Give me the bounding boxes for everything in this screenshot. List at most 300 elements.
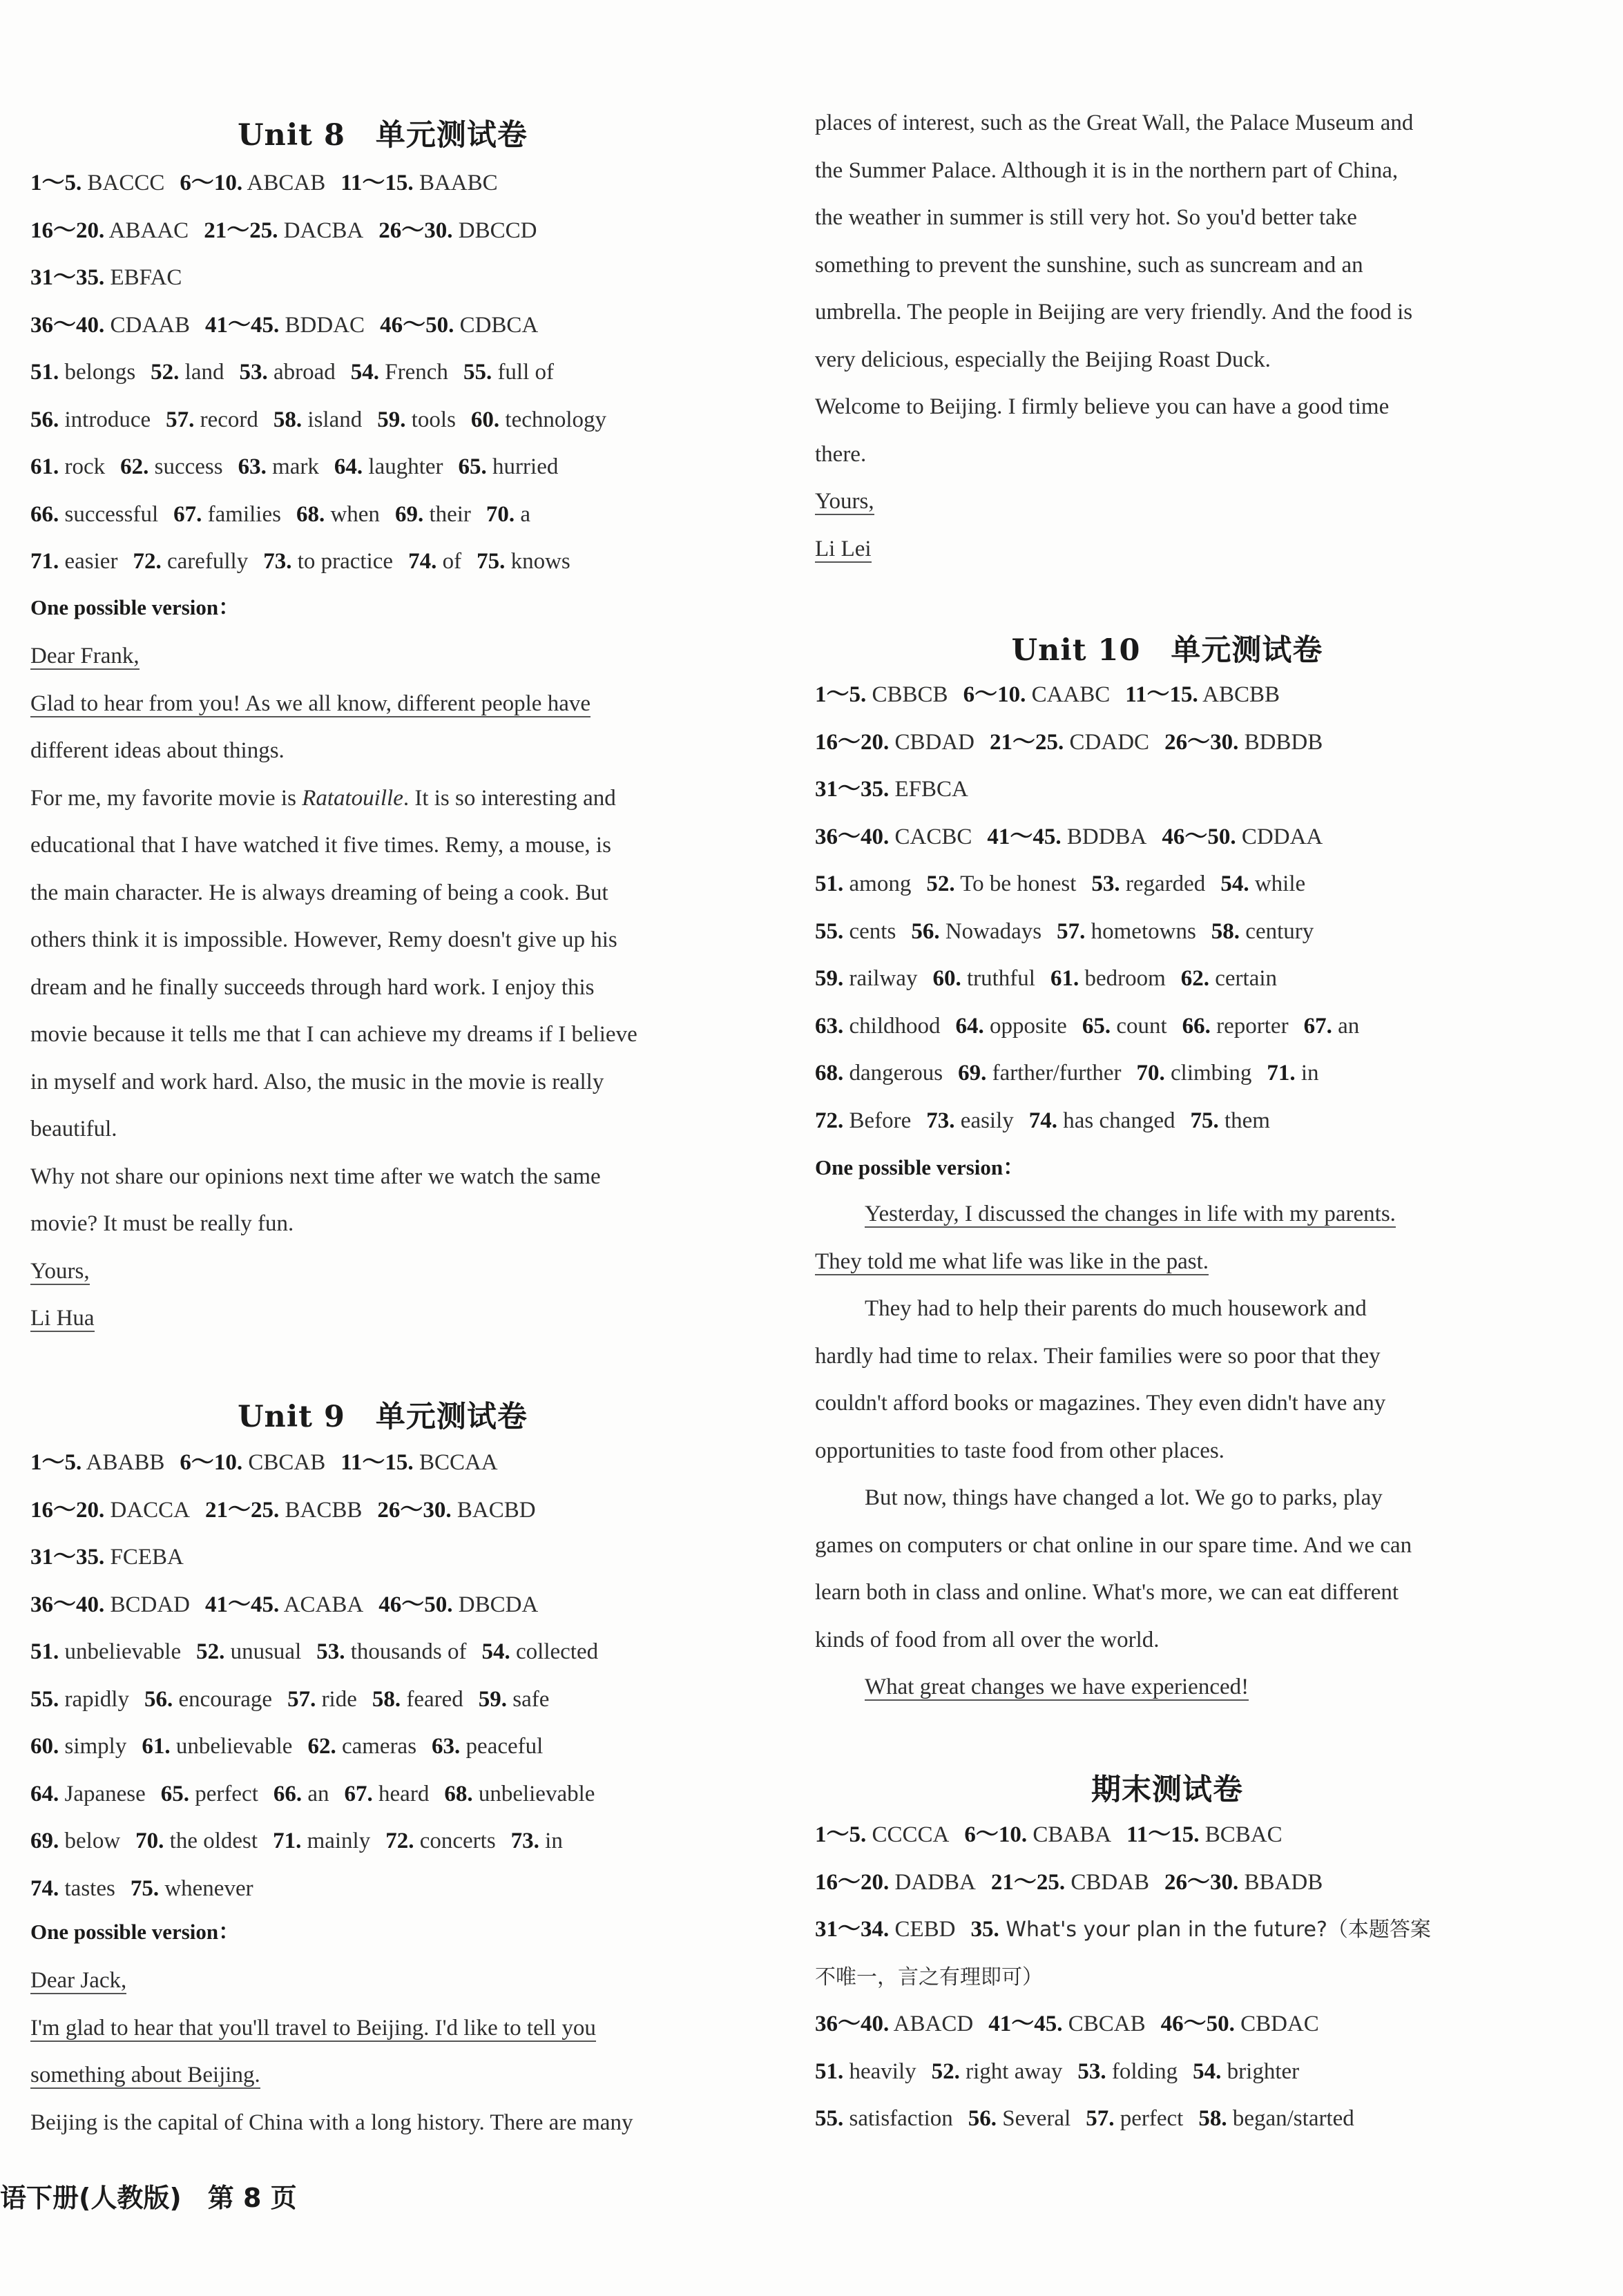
unit8-essay-line: For me, my favorite movie is Ratatouille. It is so interesting and xyxy=(30,785,616,811)
final-answer-row xyxy=(815,2105,1354,2132)
question-number: 41～45. xyxy=(205,1592,280,1617)
unit10-answer-row xyxy=(815,870,1305,898)
final-answer-row xyxy=(815,1963,1043,1991)
answer-text: knows xyxy=(505,549,570,574)
unit8-essay-line: Li Hua xyxy=(30,1306,95,1331)
answer-text: Several xyxy=(997,2106,1071,2131)
question-number: 54. xyxy=(481,1639,510,1664)
question-number: 36～40. xyxy=(815,824,890,849)
question-number: 16～20. xyxy=(815,1869,890,1895)
question-number: 68. xyxy=(296,501,325,527)
question-number: 66. xyxy=(273,1781,302,1806)
unit9-answer-row xyxy=(30,1638,598,1666)
question-number: 60. xyxy=(932,966,961,991)
unit8-essay-line: dream and he finally succeeds through hard work. I enjoy this xyxy=(30,974,595,1000)
answer-text: tools xyxy=(405,407,456,432)
answer-text: easier xyxy=(59,549,118,574)
unit9-essay-cont-line: places of interest, such as the Great Wall, the Palace Museum and xyxy=(815,110,1414,135)
answer-text: has changed xyxy=(1057,1108,1175,1133)
answer-text: abroad xyxy=(267,360,336,385)
answer-text: right away xyxy=(959,2058,1063,2084)
question-number: 71. xyxy=(1267,1061,1296,1086)
answer-text: safe xyxy=(507,1686,550,1712)
answer-text: French xyxy=(379,360,448,385)
answer-text: DADBA xyxy=(889,1869,976,1895)
unit10-essay-line: hardly had time to relax. Their families were so poor that they xyxy=(815,1343,1381,1369)
unit10-essay-line: couldn't afford books or magazines. They even didn't have any xyxy=(815,1391,1386,1416)
unit10-essay-line: learn both in class and online. What's more, we can eat different xyxy=(815,1580,1399,1605)
question-number: 69. xyxy=(30,1829,59,1853)
answer-text: CAABC xyxy=(1026,682,1111,707)
answer-text: CBABA xyxy=(1027,1822,1112,1847)
question-number: 56. xyxy=(144,1686,173,1712)
answer-text: mainly xyxy=(301,1829,371,1853)
question-number: 60. xyxy=(470,407,500,432)
answer-text: while xyxy=(1249,871,1306,896)
unit10-answer-row xyxy=(815,1012,1359,1040)
page-footer: 语下册(人教版) 第 8 页 xyxy=(0,2183,297,2213)
answer-text: ABAAC xyxy=(104,218,189,243)
answer-text: began/started xyxy=(1227,2106,1354,2131)
unit10-answer-row xyxy=(815,775,968,803)
question-number: 46～50. xyxy=(380,312,454,338)
unit9-essay-cont-line: Yours, xyxy=(815,489,874,514)
question-number: 58. xyxy=(273,407,302,432)
answer-text: unbelievable xyxy=(472,1781,595,1806)
answer-text: families xyxy=(202,501,281,527)
answer-text: hurried xyxy=(486,454,559,479)
question-number: 68. xyxy=(815,1061,844,1086)
unit10-essay-line: games on computers or chat online in our spare time. And we can xyxy=(815,1532,1412,1558)
question-number: 55. xyxy=(30,1686,59,1712)
question-number: 11～15. xyxy=(1126,1822,1200,1847)
answer-text: BBADB xyxy=(1238,1869,1323,1895)
question-number: 64. xyxy=(955,1013,984,1039)
unit8-answer-row xyxy=(30,501,530,528)
answer-text: CBBCB xyxy=(866,682,948,707)
question-number: 53. xyxy=(239,360,268,385)
question-number: 46～50. xyxy=(1160,2012,1235,2036)
unit8-essay-line: educational that I have watched it five times. Remy, a mouse, is xyxy=(30,833,611,858)
question-number: 51. xyxy=(30,1639,59,1664)
unit10-answer-row xyxy=(815,1059,1319,1087)
answer-text: BAABC xyxy=(413,171,498,195)
answer-text: satisfaction xyxy=(843,2106,953,2131)
answer-text: unbelievable xyxy=(170,1734,293,1759)
question-number: 71. xyxy=(30,549,59,574)
question-number: 21～25. xyxy=(204,218,278,243)
answer-text: in xyxy=(1295,1061,1319,1086)
answer-text: climbing xyxy=(1164,1061,1252,1086)
unit8-answer-row xyxy=(30,358,554,386)
question-number: 70. xyxy=(135,1829,164,1853)
question-number: 61. xyxy=(1050,966,1079,991)
unit8-essay-line: beautiful. xyxy=(30,1117,117,1141)
answer-text: record xyxy=(194,407,258,432)
question-number: 73. xyxy=(926,1108,955,1133)
answer-text: encourage xyxy=(173,1686,273,1712)
question-number: 55. xyxy=(815,918,844,944)
question-number: 11～15. xyxy=(1125,682,1198,707)
question-number: 56. xyxy=(911,918,940,944)
question-number: 67. xyxy=(344,1781,373,1806)
answer-text: reporter xyxy=(1210,1013,1289,1039)
question-number: 36～40. xyxy=(815,2012,890,2036)
answer-text: a xyxy=(515,501,531,527)
answer-text: BACBD xyxy=(451,1497,536,1523)
answer-text: 不唯一，言之有理即可） xyxy=(815,1965,1043,1989)
unit10-essay-line: But now, things have changed a lot. We go to parks, play xyxy=(865,1485,1383,1510)
answer-text: an xyxy=(1332,1013,1360,1039)
answer-text: when xyxy=(325,501,380,527)
unit10-answer-row xyxy=(815,965,1277,992)
unit10-answer-row xyxy=(815,1107,1270,1135)
unit10-essay-line: kinds of food from all over the world. xyxy=(815,1627,1160,1652)
answer-text: feared xyxy=(401,1686,463,1712)
question-number: 53. xyxy=(1091,871,1120,896)
question-number: 51. xyxy=(815,2058,844,2084)
answer-text: FCEBA xyxy=(104,1545,184,1570)
question-number: 21～25. xyxy=(990,729,1064,755)
question-number: 54. xyxy=(1220,871,1249,896)
unit10-answer-row xyxy=(815,729,1323,756)
question-number: 65. xyxy=(160,1781,190,1806)
unit9-essay-line: Dear Jack, xyxy=(30,1968,127,1993)
unit10-essay-line: What great changes we have experienced! xyxy=(865,1675,1249,1699)
question-number: 55. xyxy=(463,360,492,385)
answer-text: rock xyxy=(59,454,106,479)
answer-text: CBDAC xyxy=(1234,2012,1319,2036)
question-number: 26～30. xyxy=(1164,1869,1239,1895)
question-number: 73. xyxy=(263,549,292,574)
question-number: 53. xyxy=(1077,2058,1106,2084)
answer-text: technology xyxy=(499,407,607,432)
question-number: 54. xyxy=(350,360,380,385)
unit10-heading: Unit 10 单元测试卷 xyxy=(1011,633,1323,668)
answer-text: concerts xyxy=(414,1829,496,1853)
answer-text: full of xyxy=(492,360,555,385)
question-number: 16～20. xyxy=(30,1497,105,1523)
question-number: 66. xyxy=(30,501,59,527)
answer-text: ride xyxy=(316,1686,357,1712)
answer-text: Japanese xyxy=(59,1781,146,1806)
unit9-essay-cont-line: the weather in summer is still very hot. So you'd better take xyxy=(815,205,1357,230)
unit10-version-label: One possible version： xyxy=(815,1155,1025,1179)
unit9-essay-cont-line: very delicious, especially the Beijing Roast Duck. xyxy=(815,347,1271,372)
unit8-answer-row xyxy=(30,169,498,197)
answer-text: simply xyxy=(59,1734,127,1759)
question-number: 67. xyxy=(1303,1013,1332,1039)
unit8-essay-line: in myself and work hard. Also, the music in the movie is really xyxy=(30,1069,604,1094)
answer-text: whenever xyxy=(159,1875,253,1901)
unit9-answer-row xyxy=(30,1449,498,1476)
question-number: 1～5. xyxy=(30,171,82,195)
answer-text: EFBCA xyxy=(889,777,968,802)
question-number: 56. xyxy=(968,2106,997,2131)
answer-text: tastes xyxy=(59,1875,115,1901)
answer-text: heard xyxy=(372,1781,430,1806)
answer-text: bedroom xyxy=(1079,966,1166,991)
question-number: 63. xyxy=(238,454,267,479)
question-number: 31～35. xyxy=(30,265,105,290)
answer-text: thousands of xyxy=(345,1639,467,1664)
question-number: 21～25. xyxy=(205,1497,280,1523)
final-answer-row xyxy=(815,2058,1299,2085)
question-number: 41～45. xyxy=(988,2012,1063,2036)
question-number: 51. xyxy=(815,871,844,896)
unit8-answer-row xyxy=(30,548,570,575)
answer-text: of xyxy=(436,549,462,574)
question-number: 57. xyxy=(1086,2106,1115,2131)
question-number: 6～10. xyxy=(964,1822,1028,1847)
question-number: 62. xyxy=(120,454,149,479)
question-number: 31～35. xyxy=(815,777,890,802)
question-number: 35. xyxy=(970,1917,999,1942)
unit9-essay-line: I'm glad to hear that you'll travel to Beijing. I'd like to tell you xyxy=(30,2015,596,2041)
question-number: 65. xyxy=(458,454,487,479)
question-number: 54. xyxy=(1193,2058,1222,2084)
unit9-answer-row xyxy=(30,1496,536,1524)
answer-text: perfect xyxy=(189,1781,258,1806)
unit8-essay-line: Dear Frank, xyxy=(30,644,140,668)
question-number: 36～40. xyxy=(30,1592,105,1617)
question-number: 58. xyxy=(1198,2106,1227,2131)
unit8-answer-row xyxy=(30,217,537,244)
question-number: 72. xyxy=(133,549,162,574)
answer-text: ABABB xyxy=(81,1450,165,1475)
answer-text: DBCDA xyxy=(452,1592,539,1617)
unit9-essay-cont-line: there. xyxy=(815,441,867,467)
question-number: 52. xyxy=(151,360,180,385)
question-number: 62. xyxy=(1180,966,1209,991)
question-number: 75. xyxy=(130,1875,160,1901)
answer-text: railway xyxy=(843,966,918,991)
answer-text: opposite xyxy=(983,1013,1067,1039)
unit9-answer-row xyxy=(30,1543,184,1571)
question-number: 6～10. xyxy=(180,171,243,195)
question-number: 63. xyxy=(432,1734,461,1759)
answer-text: land xyxy=(179,360,224,385)
question-number: 64. xyxy=(334,454,363,479)
question-number: 61. xyxy=(30,454,59,479)
question-number: 59. xyxy=(815,966,844,991)
unit9-answer-row xyxy=(30,1780,595,1808)
unit10-answer-row xyxy=(815,681,1280,708)
answer-text: cents xyxy=(843,918,896,944)
unit9-answer-row xyxy=(30,1827,563,1855)
answer-text: EBFAC xyxy=(104,265,182,290)
answer-text: ABCAB xyxy=(242,171,326,195)
answer-text: unusual xyxy=(224,1639,302,1664)
answer-text: mark xyxy=(266,454,319,479)
question-number: 11～15. xyxy=(340,1450,414,1475)
answer-text: them xyxy=(1218,1108,1270,1133)
question-number: 72. xyxy=(815,1108,844,1133)
unit8-essay-line: others think it is impossible. However, Remy doesn't give up his xyxy=(30,927,617,952)
unit8-essay-line: movie because it tells me that I can achieve my dreams if I believe xyxy=(30,1022,637,1047)
question-number: 64. xyxy=(30,1781,59,1806)
answer-text: successful xyxy=(59,501,159,527)
answer-text: CCCCA xyxy=(866,1822,950,1847)
answer-text: CBCAB xyxy=(242,1450,326,1475)
unit9-heading: Unit 9 单元测试卷 xyxy=(238,1400,528,1434)
question-number: 57. xyxy=(1057,918,1086,944)
answer-text: collected xyxy=(510,1639,599,1664)
question-number: 56. xyxy=(30,407,59,432)
question-number: 60. xyxy=(30,1734,59,1759)
answer-text: To be honest xyxy=(954,871,1077,896)
question-number: 6～10. xyxy=(963,682,1026,707)
question-number: 31～34. xyxy=(815,1917,890,1942)
answer-text: unbelievable xyxy=(59,1639,182,1664)
unit8-essay-line: the main character. He is always dreaming of being a cook. But xyxy=(30,880,608,905)
answer-text: BACBB xyxy=(279,1497,363,1523)
question-number: 75. xyxy=(477,549,506,574)
unit8-essay-line: Glad to hear from you! As we all know, different people have xyxy=(30,691,590,716)
unit9-answer-row xyxy=(30,1875,253,1902)
answer-text: to practice xyxy=(291,549,394,574)
final-answer-row xyxy=(815,1916,1431,1944)
answer-text: CDAAB xyxy=(104,312,191,338)
unit8-answer-row xyxy=(30,453,558,481)
question-number: 36～40. xyxy=(30,312,105,338)
question-number: 41～45. xyxy=(987,824,1062,849)
question-number: 67. xyxy=(173,501,202,527)
question-number: 26～30. xyxy=(378,218,453,243)
answer-text: truthful xyxy=(961,966,1035,991)
question-number: 65. xyxy=(1082,1013,1111,1039)
final-answer-row xyxy=(815,1821,1283,1849)
answer-text: their xyxy=(423,501,471,527)
final-test-heading: 期末测试卷 xyxy=(1091,1773,1243,1807)
question-number: 6～10. xyxy=(180,1450,243,1475)
answer-text: Nowadays xyxy=(939,918,1042,944)
unit8-version-label: One possible version： xyxy=(30,595,240,619)
answer-text: brighter xyxy=(1221,2058,1300,2084)
answer-text: laughter xyxy=(363,454,443,479)
answer-text: BDDAC xyxy=(279,312,365,338)
answer-text: heavily xyxy=(843,2058,916,2084)
unit9-essay-cont-line: Welcome to Beijing. I firmly believe you can have a good time xyxy=(815,394,1390,419)
answer-text: BACCC xyxy=(81,171,165,195)
unit8-heading: Unit 8 单元测试卷 xyxy=(238,118,528,153)
unit9-essay-cont-line: the Summer Palace. Although it is in the northern part of China, xyxy=(815,157,1399,183)
question-number: 58. xyxy=(372,1686,401,1712)
answer-text: among xyxy=(843,871,912,896)
question-number: 41～45. xyxy=(205,312,280,338)
question-number: 31～35. xyxy=(30,1545,105,1570)
question-number: 68. xyxy=(444,1781,473,1806)
answer-text: certain xyxy=(1209,966,1278,991)
final-answer-row xyxy=(815,2010,1319,2038)
answer-text: peaceful xyxy=(460,1734,544,1759)
question-number: 74. xyxy=(1028,1108,1058,1133)
answer-text: count xyxy=(1111,1013,1167,1039)
question-number: 11～15. xyxy=(340,171,414,195)
question-number: 63. xyxy=(815,1013,844,1039)
question-number: 73. xyxy=(510,1829,539,1853)
answer-text: CBCAB xyxy=(1062,2012,1146,2036)
question-number: 62. xyxy=(307,1734,336,1759)
question-number: 75. xyxy=(1190,1108,1219,1133)
question-number: 55. xyxy=(815,2106,844,2131)
answer-text: Before xyxy=(843,1108,912,1133)
answer-text: What's your plan in the future?（本题答案 xyxy=(999,1918,1431,1942)
answer-text: cameras xyxy=(336,1734,417,1759)
question-number: 71. xyxy=(273,1829,302,1853)
question-number: 26～30. xyxy=(377,1497,452,1523)
question-number: 53. xyxy=(316,1639,345,1664)
answer-text: childhood xyxy=(843,1013,941,1039)
answer-text: CACBC xyxy=(889,824,972,849)
question-number: 59. xyxy=(377,407,406,432)
answer-text: BCDAD xyxy=(104,1592,191,1617)
answer-text: folding xyxy=(1106,2058,1178,2084)
unit10-essay-line: They told me what life was like in the past. xyxy=(815,1248,1209,1274)
question-number: 61. xyxy=(142,1734,171,1759)
question-number: 21～25. xyxy=(990,1869,1066,1895)
answer-text: century xyxy=(1240,918,1314,944)
answer-text: CBDAB xyxy=(1065,1869,1150,1895)
question-number: 66. xyxy=(1182,1013,1211,1039)
answer-text: CDADC xyxy=(1064,729,1150,755)
unit8-answer-row xyxy=(30,311,538,339)
answer-text: in xyxy=(539,1829,563,1853)
question-number: 58. xyxy=(1211,918,1240,944)
question-number: 72. xyxy=(385,1829,414,1853)
unit8-essay-line: different ideas about things. xyxy=(30,738,285,763)
answer-text: an xyxy=(302,1781,329,1806)
unit9-answer-row xyxy=(30,1733,543,1760)
unit9-essay-line: something about Beijing. xyxy=(30,2063,260,2087)
question-number: 57. xyxy=(287,1686,316,1712)
unit9-answer-row xyxy=(30,1686,549,1713)
unit8-essay-line: Yours, xyxy=(30,1258,90,1284)
answer-text: CEBD xyxy=(889,1917,956,1942)
unit10-essay-line: opportunities to taste food from other places. xyxy=(815,1438,1225,1463)
unit9-essay-cont-line: Li Lei xyxy=(815,536,872,561)
answer-text: DACCA xyxy=(104,1497,191,1523)
unit8-essay-line: movie? It must be really fun. xyxy=(30,1211,294,1236)
answer-text: DACBA xyxy=(278,218,364,243)
question-number: 26～30. xyxy=(1164,729,1239,755)
question-number: 46～50. xyxy=(1162,824,1236,849)
unit8-essay-line: Why not share our opinions next time after we watch the same xyxy=(30,1164,601,1189)
answer-text: BCCAA xyxy=(413,1450,498,1475)
answer-text: perfect xyxy=(1114,2106,1184,2131)
answer-text: BDBDB xyxy=(1238,729,1323,755)
answer-text: farther/further xyxy=(986,1061,1122,1086)
question-number: 69. xyxy=(958,1061,987,1086)
unit8-answer-row xyxy=(30,406,606,434)
question-number: 1～5. xyxy=(815,1822,867,1847)
answer-text: the oldest xyxy=(164,1829,258,1853)
answer-text: introduce xyxy=(59,407,151,432)
answer-text: belongs xyxy=(59,360,136,385)
question-number: 70. xyxy=(1136,1061,1165,1086)
unit9-version-label: One possible version： xyxy=(30,1920,240,1944)
question-number: 57. xyxy=(166,407,195,432)
answer-text: dangerous xyxy=(843,1061,943,1086)
question-number: 52. xyxy=(196,1639,225,1664)
unit10-essay-line: Yesterday, I discussed the changes in life with my parents. xyxy=(865,1202,1396,1226)
question-number: 70. xyxy=(486,501,515,527)
answer-text: ABACD xyxy=(889,2012,974,2036)
answer-text: BDDBA xyxy=(1061,824,1147,849)
unit9-essay-cont-line: umbrella. The people in Beijing are very friendly. And the food is xyxy=(815,300,1413,325)
question-number: 1～5. xyxy=(30,1450,82,1475)
answer-text: ACABA xyxy=(279,1592,364,1617)
